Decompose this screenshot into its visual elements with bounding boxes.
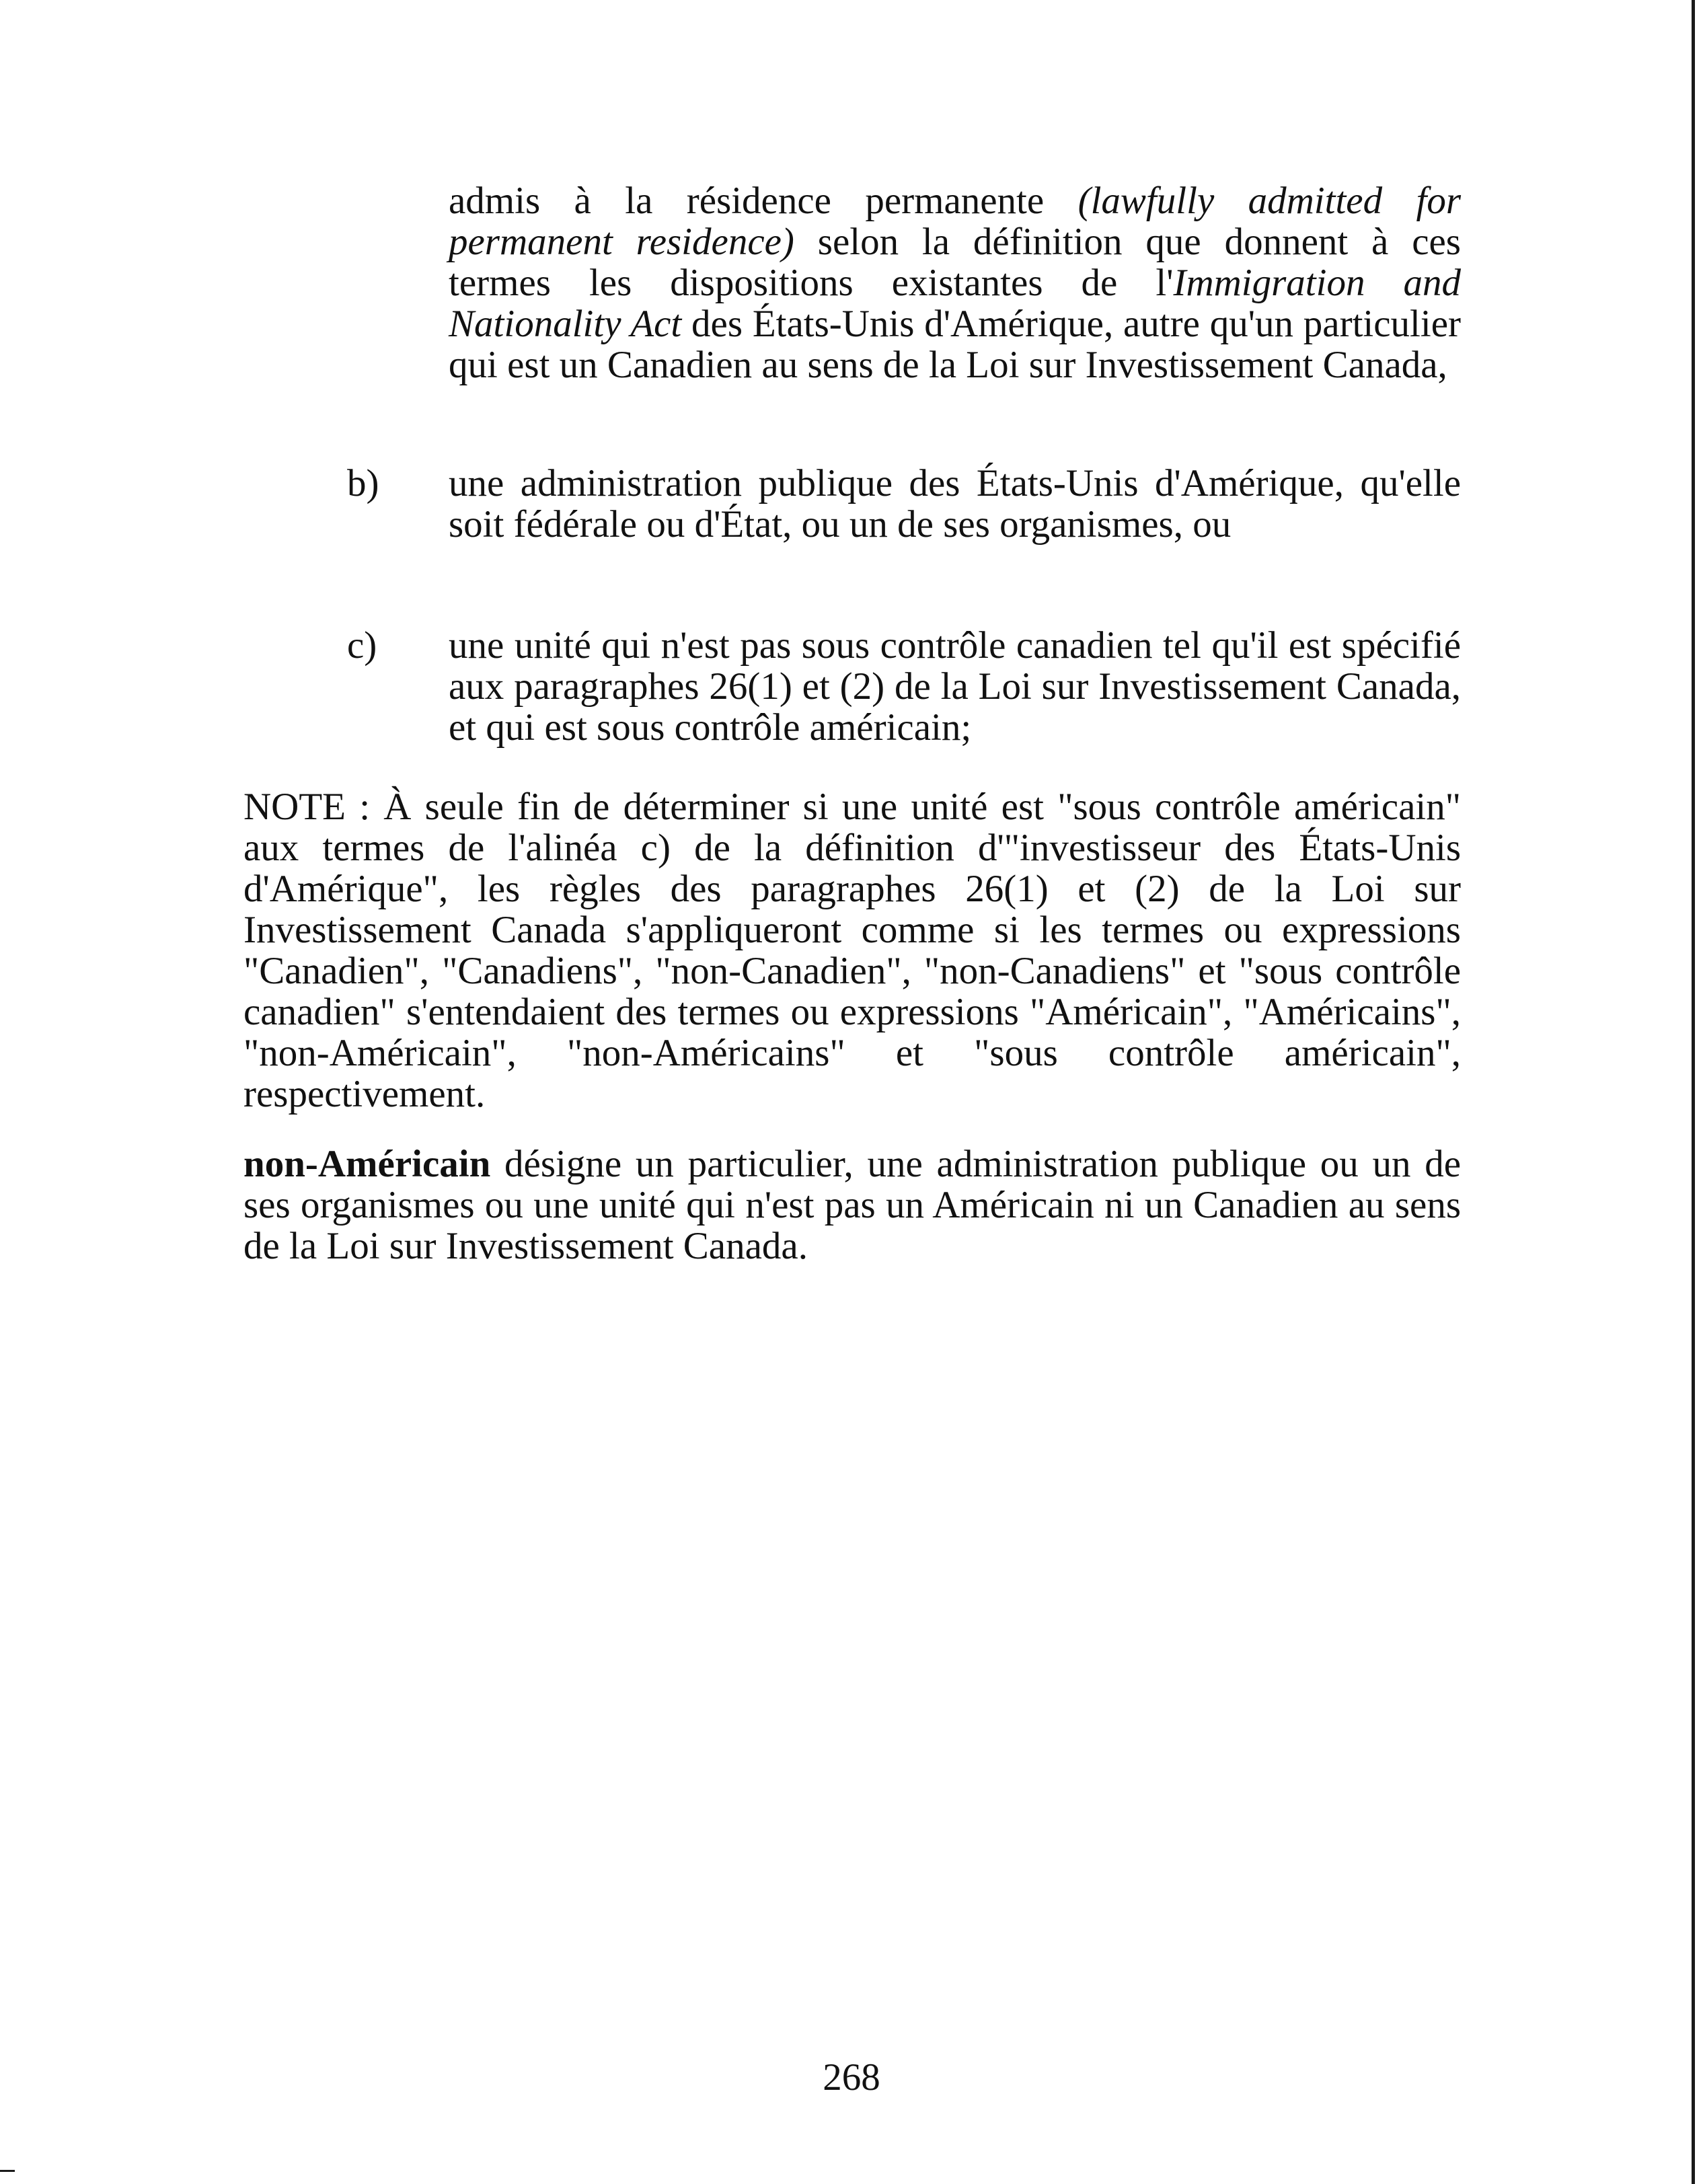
definition-term: non-Américain [243,1143,491,1185]
scan-corner-mark [0,2170,15,2172]
scan-edge-line [1692,0,1695,2184]
definition-paragraph [243,1143,1461,1267]
continuation-paragraph [449,180,1461,385]
note-paragraph: NOTE : À seule fin de déterminer si une unité est "sous contrôle américain" aux termes de l'alinéa c) de la définition d'"investisseur des États-Unis d'Amérique", les règles des paragraphes 26(1) et (2) de la Loi sur Investissement Canada s'appliqueront comme si les termes ou expressions "Canadien", "Canadiens", "non-Canadien", "non-Canadiens" et "sous contrôle canadien" s'entendaient des termes ou expressions "Américain", "Américains", "non-Américain", "non-Américains" et "sous contrôle américain", respectivement. [243,786,1461,1115]
continuation-text-3: des États-Unis d'Amérique, autre qu'un particulier qui est un Canadien au sens de la Loi sur Investissement Canada, [449,303,1461,386]
item-b-text: une administration publique des États-Unis d'Amérique, qu'elle soit fédérale ou d'État, ou un de ses organismes, ou [449,462,1461,545]
definition-text: désigne un particulier, une administration publique ou un de ses organismes ou une unité qui n'est pas un Américain ni un Canadien au sens de la Loi sur Investissement Canada. [243,1143,1461,1267]
page-number: 268 [823,2056,880,2099]
continuation-text-2: selon la définition que donnent à ces termes les dispositions existantes de l' [449,221,1461,304]
continuation-text-1: admis à la résidence permanente [449,180,1078,222]
item-c-text: une unité qui n'est pas sous contrôle canadien tel qu'il est spécifié aux paragraphes 26(1) et (2) de la Loi sur Investissement Canada, et qui est sous contrôle américain; [449,624,1461,749]
item-b-label: b) [347,462,379,504]
item-c-label: c) [347,624,377,667]
continuation-italic-1: (lawfully admitted for permanent residence) [449,180,1462,263]
continuation-italic-2: Immigration and Nationality Act [449,262,1461,345]
